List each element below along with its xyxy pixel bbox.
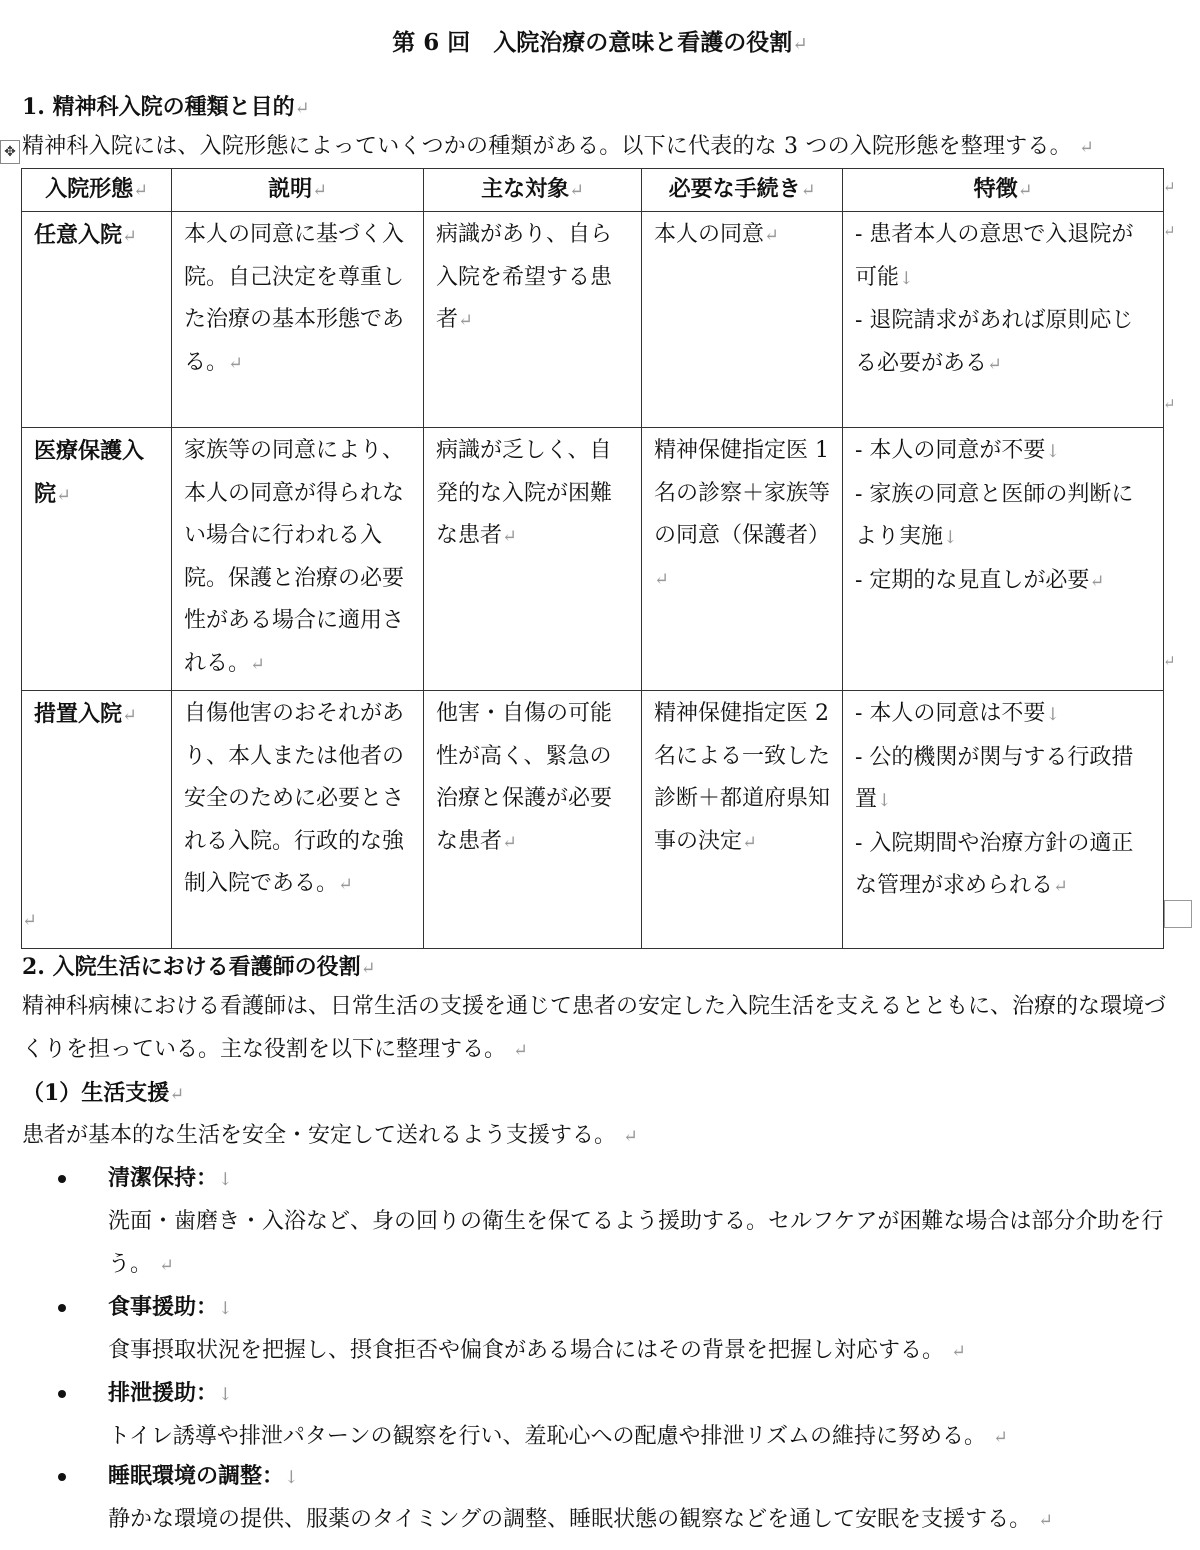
- list-item-text: 洗面・歯磨き・入浴など、身の回りの衛生を保てるよう援助する。セルフケアが困難な場合は部分介助を行う。 ↵: [108, 1209, 1164, 1277]
- cell-target: 病識があり、自ら入院を希望する患者↵: [424, 212, 642, 428]
- header-features: 特徴↵: [843, 169, 1164, 212]
- cell-features: [843, 212, 1164, 428]
- table-header-row: [22, 169, 1164, 212]
- row-end-mark: ↵: [1163, 395, 1176, 413]
- cell-description: 本人の同意に基づく入院。自己決定を尊重した治療の基本形態である。↵: [172, 212, 424, 428]
- header-target: 主な対象↵: [424, 169, 642, 212]
- cell-procedure: 本人の同意↵: [642, 212, 843, 428]
- cell-target: 病識が乏しく、自発的な入院が困難な患者↵: [424, 428, 642, 691]
- cell-description: 自傷他害のおそれがあり、本人または他者の安全のために必要とされる入院。行政的な強制入院である。↵: [172, 691, 424, 949]
- bullet-icon: [58, 1304, 66, 1312]
- feature-line: - 定期的な見直しが必要↵: [855, 567, 1105, 593]
- feature-line: - 患者本人の意思で入退院が可能↓: [855, 222, 1134, 290]
- feature-line: - 本人の同意が不要↓: [855, 438, 1061, 463]
- list-item-label: 清潔保持：↓: [108, 1165, 233, 1191]
- table-move-handle-icon[interactable]: ✥: [0, 140, 20, 164]
- bullet-icon: [58, 1390, 66, 1398]
- cell-type: 任意入院↵: [22, 212, 172, 428]
- row-end-mark: ↵: [1163, 178, 1176, 196]
- cell-type: 措置入院↵: [22, 691, 172, 949]
- paragraph-mark: ↵: [792, 34, 808, 55]
- header-type: 入院形態↵: [22, 169, 172, 212]
- bullet-icon: [58, 1473, 66, 1481]
- bullet-icon: [58, 1175, 66, 1183]
- header-procedure: 必要な手続き↵: [642, 169, 843, 212]
- row-end-mark: ↵: [1163, 652, 1176, 670]
- list-item-label: 睡眠環境の調整：↓: [108, 1463, 299, 1489]
- feature-line: - 入院期間や治療方針の適正な管理が求められる↵: [855, 830, 1134, 898]
- cell-procedure: 精神保健指定医 1 名の診察＋家族等の同意（保護者）↵: [642, 428, 843, 691]
- cell-features: [843, 691, 1164, 949]
- feature-line: - 公的機関が関与する行政措置↓: [855, 744, 1134, 812]
- subsection-intro: 患者が基本的な生活を安全・安定して送れるよう支援する。 ↵: [22, 1123, 638, 1148]
- feature-line: - 家族の同意と医師の判断により実施↓: [855, 481, 1134, 549]
- section2-intro: 精神科病棟における看護師は、日常生活の支援を通じて患者の安定した入院生活を支えるとともに、治療的な環境づくりを担っている。主な役割を以下に整理する。 ↵: [22, 994, 1167, 1062]
- cell-features: [843, 428, 1164, 691]
- list-item-text: トイレ誘導や排泄パターンの観察を行い、羞恥心への配慮や排泄リズムの維持に努める。 ↵: [108, 1424, 1008, 1449]
- feature-line: - 退院請求があれば原則応じる必要がある↵: [855, 308, 1134, 376]
- cell-procedure: 精神保健指定医 2 名による一致した診断＋都道府県知事の決定↵: [642, 691, 843, 949]
- cell-description: 家族等の同意により、本人の同意が得られない場合に行われる入院。保護と治療の必要性がある場合に適用される。↵: [172, 428, 424, 691]
- feature-line: - 本人の同意は不要↓: [855, 701, 1061, 726]
- section1-heading: 1. 精神科入院の種類と目的↵: [22, 94, 310, 120]
- row-end-mark: ↵: [1163, 222, 1176, 240]
- cell-target: 他害・自傷の可能性が高く、緊急の治療と保護が必要な患者↵: [424, 691, 642, 949]
- page-title: 第 6 回 入院治療の意味と看護の役割↵: [392, 29, 808, 56]
- table-resize-handle[interactable]: [1164, 900, 1192, 928]
- cell-type: 医療保護入院↵: [22, 428, 172, 691]
- table-row: [22, 691, 1164, 949]
- list-item-label: 排泄援助：↓: [108, 1380, 233, 1406]
- list-item-text: 静かな環境の提供、服薬のタイミングの調整、睡眠状態の観察などを通して安眠を支援する。 ↵: [108, 1507, 1053, 1532]
- section2-heading: 2. 入院生活における看護師の役割↵: [22, 954, 376, 980]
- section1-intro: 精神科入院には、入院形態によっていくつかの種類がある。以下に代表的な 3 つの入院形態を整理する。 ↵: [22, 134, 1094, 159]
- list-item-text: 食事摂取状況を把握し、摂食拒否や偏食がある場合にはその背景を把握し対応する。 ↵: [108, 1338, 966, 1363]
- table-row: [22, 212, 1164, 428]
- list-item-label: 食事援助：↓: [108, 1294, 233, 1320]
- admission-types-table: [21, 168, 1164, 949]
- header-description: 説明↵: [172, 169, 424, 212]
- subsection-heading: （1）生活支援↵: [22, 1080, 185, 1106]
- table-row: [22, 428, 1164, 691]
- empty-paragraph: ↵: [22, 911, 37, 931]
